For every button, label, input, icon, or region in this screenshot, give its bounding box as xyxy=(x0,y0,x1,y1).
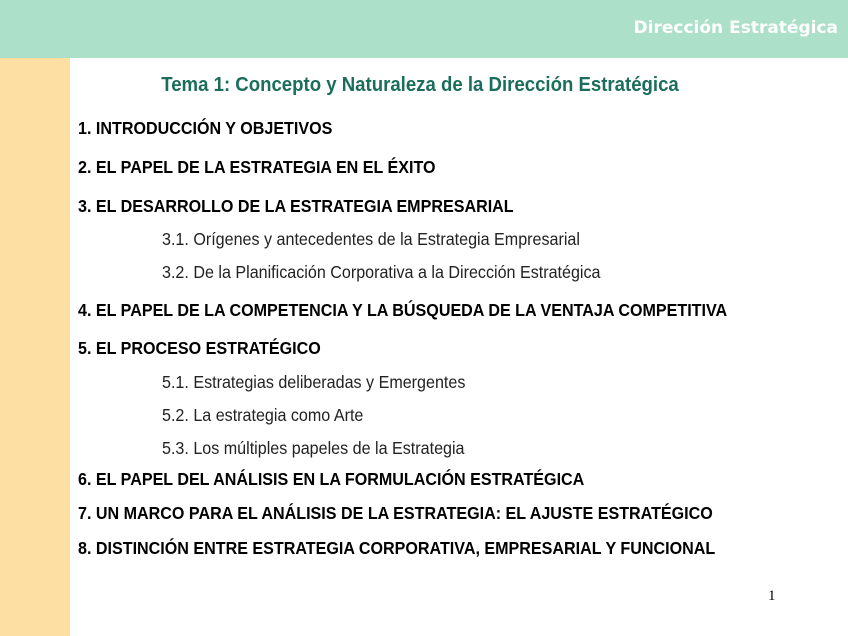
outline-item: 3. EL DESARROLLO DE LA ESTRATEGIA EMPRESARIAL xyxy=(78,196,514,216)
outline-subitem: 5.3. Los múltiples papeles de la Estrategia xyxy=(162,438,465,458)
side-bar xyxy=(0,58,70,636)
outline-item: 6. EL PAPEL DEL ANÁLISIS EN LA FORMULACIÓN ESTRATÉGICA xyxy=(78,469,585,489)
header-title: Dirección Estratégica xyxy=(633,18,838,38)
outline-item: 7. UN MARCO PARA EL ANÁLISIS DE LA ESTRATEGIA: EL AJUSTE ESTRATÉGICO xyxy=(78,503,713,523)
page-number: 1 xyxy=(768,588,776,604)
outline-item: 8. DISTINCIÓN ENTRE ESTRATEGIA CORPORATIVA, EMPRESARIAL Y FUNCIONAL xyxy=(78,538,716,558)
slide-content xyxy=(70,58,848,636)
outline-subitem: 3.2. De la Planificación Corporativa a la Dirección Estratégica xyxy=(162,262,601,282)
outline-item: 4. EL PAPEL DE LA COMPETENCIA Y LA BÚSQUEDA DE LA VENTAJA COMPETITIVA xyxy=(78,300,728,320)
slide-title: Tema 1: Concepto y Naturaleza de la Dirección Estratégica xyxy=(161,74,679,96)
outline-subitem: 3.1. Orígenes y antecedentes de la Estrategia Empresarial xyxy=(162,229,580,249)
header-bar xyxy=(0,0,848,58)
outline-subitem: 5.2. La estrategia como Arte xyxy=(162,405,364,425)
outline-item: 1. INTRODUCCIÓN Y OBJETIVOS xyxy=(78,118,333,138)
outline-subitem: 5.1. Estrategias deliberadas y Emergentes xyxy=(162,372,466,392)
outline-item: 2. EL PAPEL DE LA ESTRATEGIA EN EL ÉXITO xyxy=(78,157,436,177)
outline-item: 5. EL PROCESO ESTRATÉGICO xyxy=(78,338,321,358)
